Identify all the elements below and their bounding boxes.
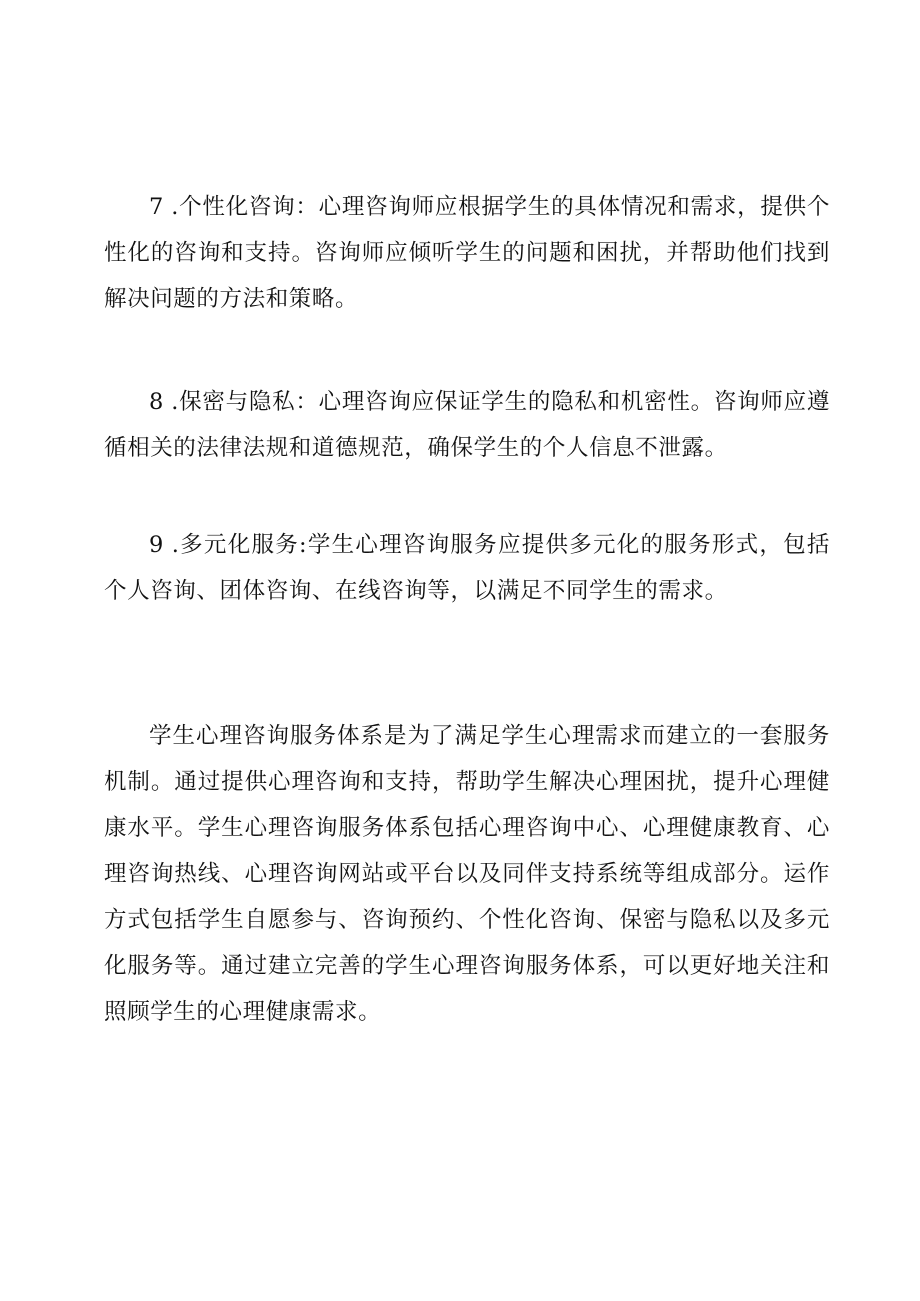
item-text: .保密与隐私：心理咨询应保证学生的隐私和机密性。咨询师应遵循相关的法律法规和道德规范，确保学生的个人信息不泄露。 [104, 389, 830, 461]
list-item-8 [104, 379, 830, 471]
summary-paragraph: 学生心理咨询服务体系是为了满足学生心理需求而建立的一套服务机制。通过提供心理咨询和支持，帮助学生解决心理困扰，提升心理健康水平。学生心理咨询服务体系包括心理咨询中心、心理健康教育、心理咨询热线、心理咨询网站或平台以及同伴支持系统等组成部分。运作方式包括学生自愿参与、咨询预约、个性化咨询、保密与隐私以及多元化服务等。通过建立完善的学生心理咨询服务体系，可以更好地关注和照顾学生的心理健康需求。 [104, 723, 830, 1025]
item-number: 8 [149, 389, 164, 415]
list-item-9 [104, 522, 830, 614]
item-text: .多元化服务:学生心理咨询服务应提供多元化的服务形式，包括个人咨询、团体咨询、在线咨询等，以满足不同学生的需求。 [104, 532, 830, 604]
item-number: 9 [149, 532, 164, 558]
list-item-7 [104, 184, 830, 322]
item-text: .个性化咨询：心理咨询师应根据学生的具体情况和需求，提供个性化的咨询和支持。咨询师应倾听学生的问题和困扰，并帮助他们找到解决问题的方法和策略。 [104, 194, 830, 312]
item-number: 7 [149, 194, 164, 220]
